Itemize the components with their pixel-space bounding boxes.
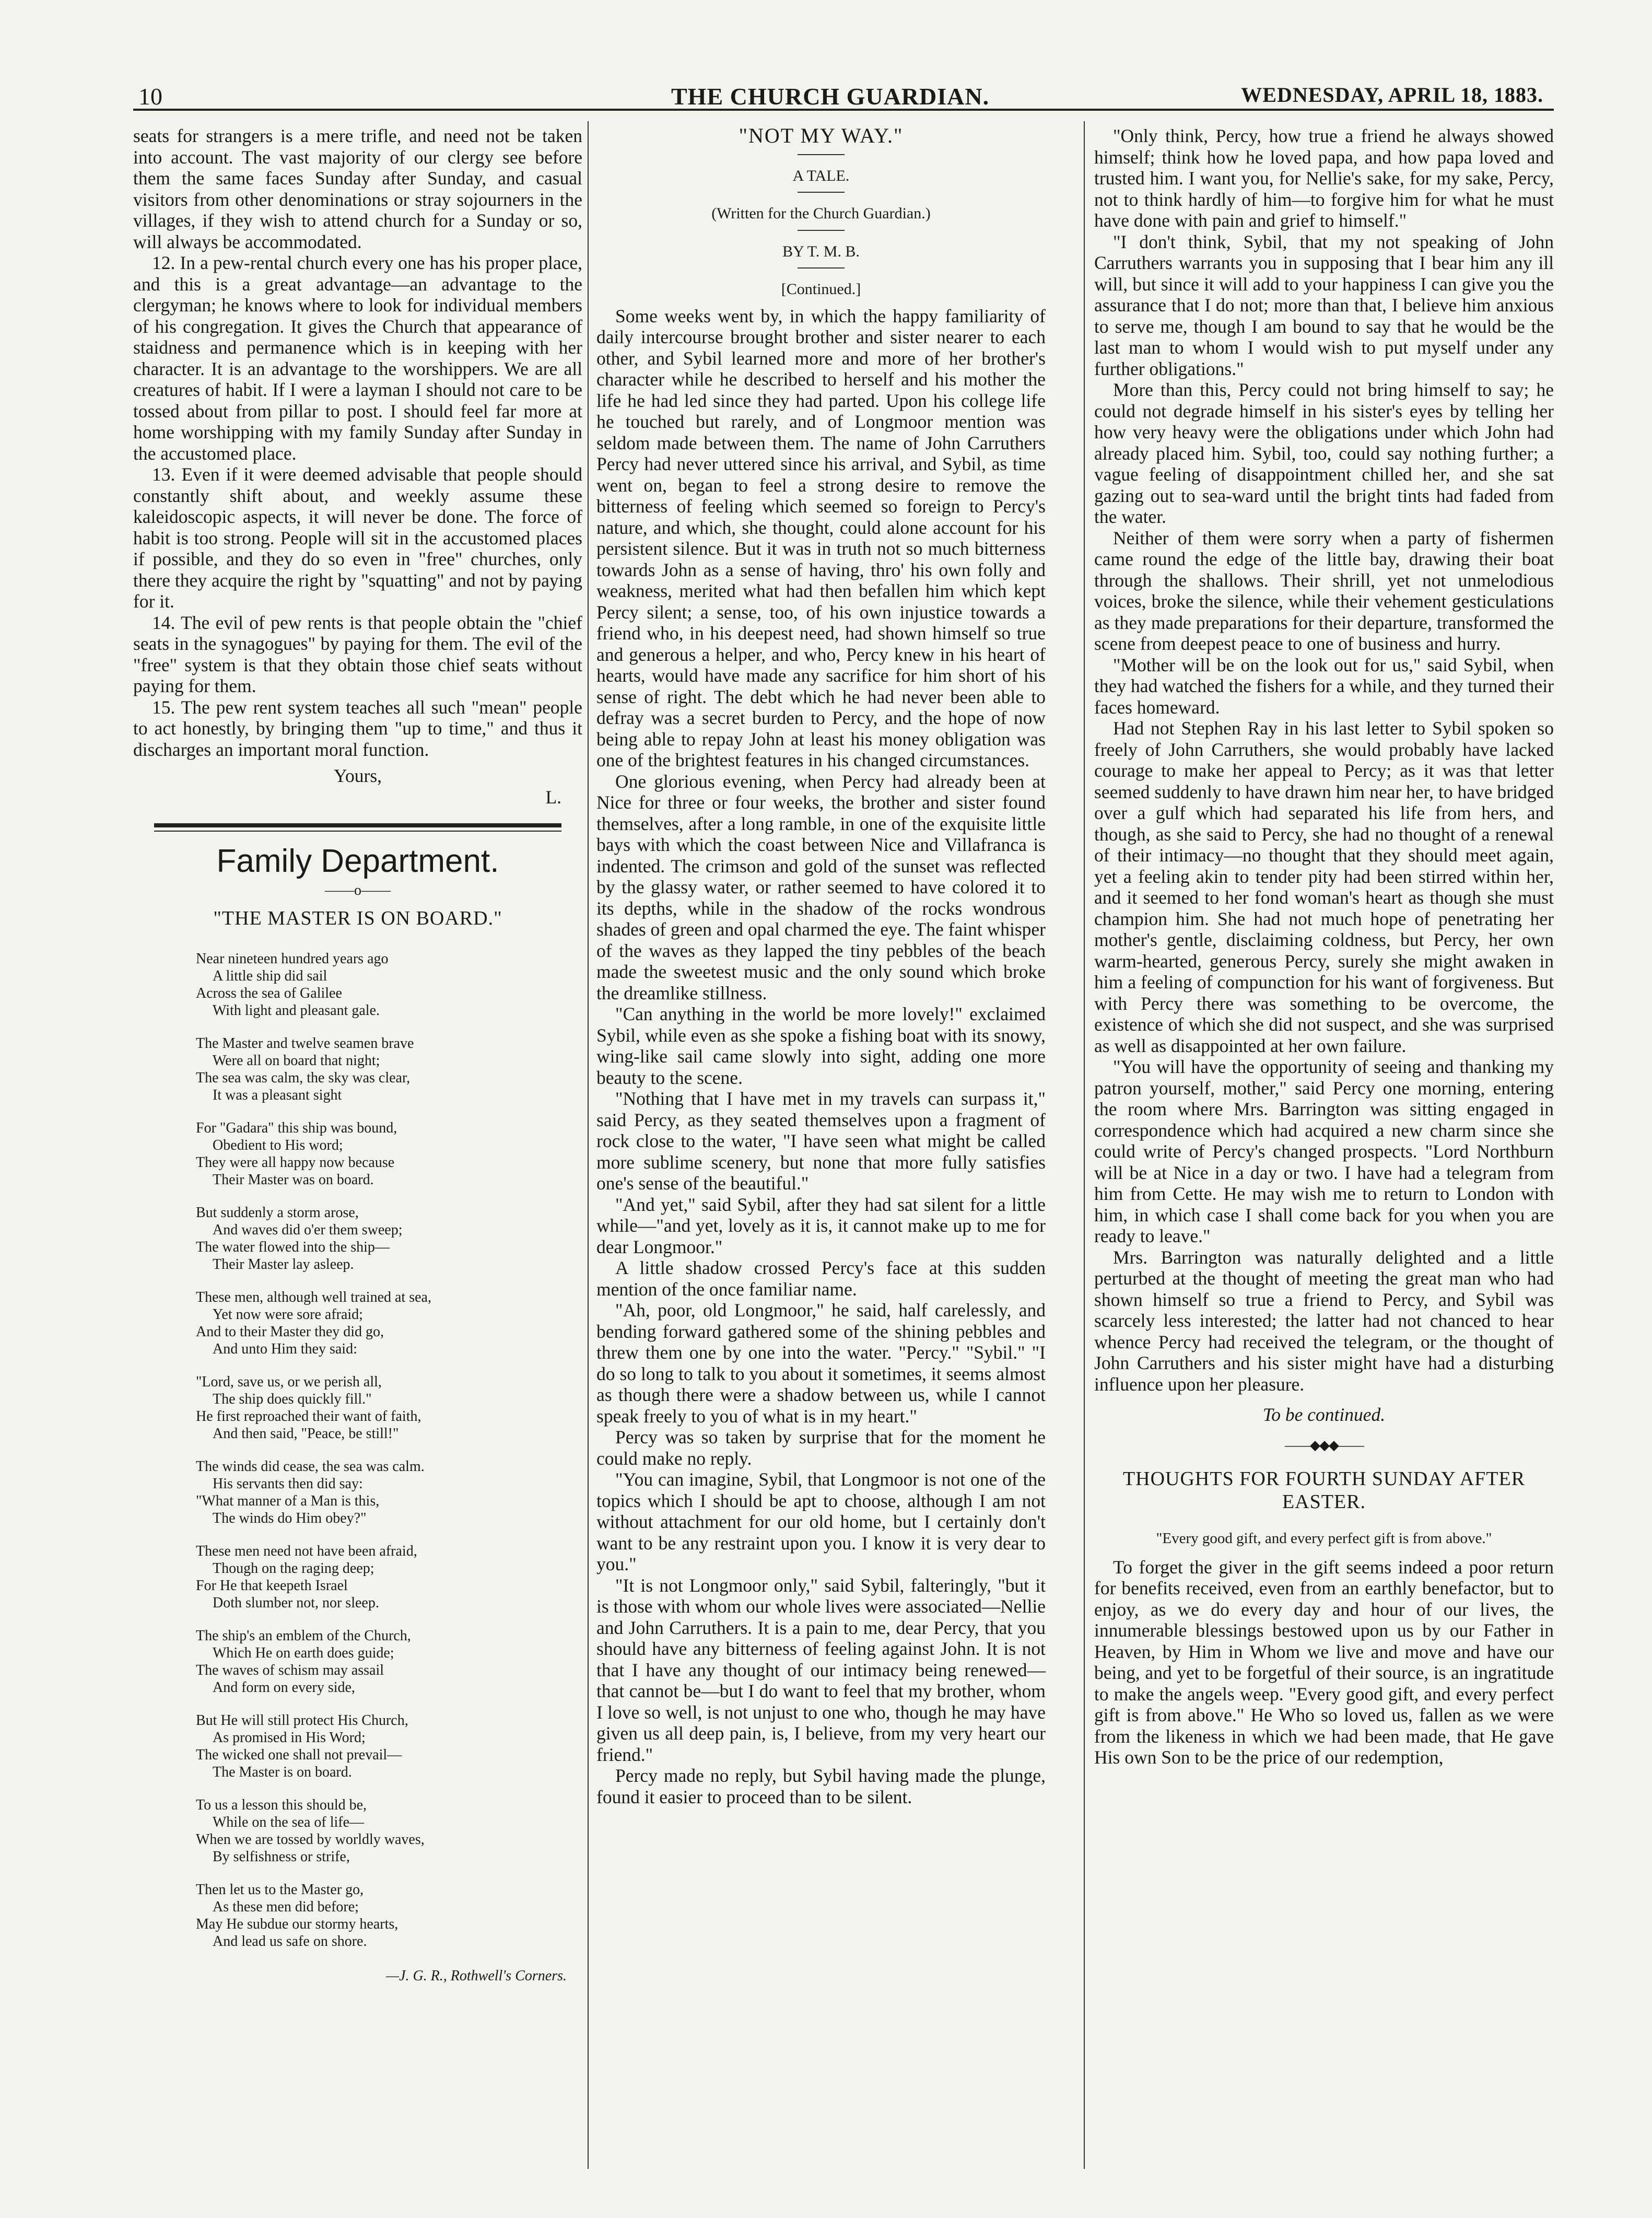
poem-line: The Master and twelve seamen brave <box>196 1035 414 1052</box>
issue-date: WEDNESDAY, APRIL 18, 1883. <box>1241 83 1543 107</box>
story-paragraph: One glorious evening, when Percy had already been at Nice for three or four weeks, the brother and sister found themselves, after a long ramble, in one of the exquisite little bays with which the coast between Nice and Villafranca is indented. The crimson and gold of the sunset was reflected by the glassy water, or rather seemed to have colored it to its depths, while in the shadow of the rocks wondrous shades of green and opal charmed the eye. The faint whisper of the waves as they lapped the tiny pebbles of the beach made the sweetest music and the only sound which broke the dreamlike stillness. <box>596 771 1046 1003</box>
short-rule <box>798 267 845 269</box>
story-body-continued <box>1094 125 1554 1395</box>
separator-ornament: ——◆◆◆—— <box>1285 1437 1363 1453</box>
poem-line: May He subdue our stormy hearts, <box>196 1916 399 1932</box>
poem-line: Yet now were sore afraid; <box>213 1306 363 1323</box>
column-1 <box>133 125 582 1987</box>
letter-closing: Yours, <box>333 765 382 786</box>
story-title: "NOT MY WAY." <box>739 124 904 147</box>
poem-line: Were all on board that night; <box>213 1052 380 1069</box>
poem-line: He first reproached their want of faith, <box>196 1408 421 1425</box>
poem-line: As these men did before; <box>213 1898 359 1915</box>
poem-line: Near nineteen hundred years ago <box>196 950 389 967</box>
article-paragraph: seats for strangers is a mere trifle, and need not be taken into account. The vast majority of our clergy see before them the same faces Sunday after Sunday, and casual visitors from other denominations or stray sojourners in the villages, if they wish to attend church for a Sunday or so, will always be accommodated. <box>133 125 582 252</box>
poem-line: Which He on earth does guide; <box>213 1644 394 1661</box>
poem-line: As promised in His Word; <box>213 1729 366 1746</box>
poem-line: But suddenly a storm arose, <box>196 1204 359 1221</box>
poem-line: These men need not have been afraid, <box>196 1543 417 1559</box>
poem-line: But He will still protect His Church, <box>196 1712 408 1729</box>
poem-line: Doth slumber not, nor sleep. <box>213 1594 379 1611</box>
story-paragraph: More than this, Percy could not bring himself to say; he could not degrade himself in his sister's eyes by telling her how very heavy were the obligations under which John had already placed him. Sybil, too, could say nothing further; a vague feeling of disappointment chilled her, and she sat gazing out to sea-ward until the bright tints had faded from the water. <box>1094 379 1554 527</box>
poem-stanza <box>196 1119 582 1188</box>
story-written-for: (Written for the Church Guardian.) <box>711 205 931 222</box>
story-paragraph: Mrs. Barrington was naturally delighted and a little perturbed at the thought of meeting the great man who had shown himself so true a friend to Percy, and Sybil was scarcely less interested; the latter had not chanced to hear whence Percy had received the telegram, or the thought of John Carruthers and his sister might have had a disturbing influence upon her pleasure. <box>1094 1246 1554 1395</box>
poem-line: A little ship did sail <box>213 967 327 984</box>
poem-line: "What manner of a Man is this, <box>196 1492 380 1509</box>
poem-line: Obedient to His word; <box>213 1137 343 1153</box>
letter-signature: L. <box>545 786 561 808</box>
poem-line: And lead us safe on shore. <box>213 1933 367 1949</box>
poem-line: To us a lesson this should be, <box>196 1796 367 1813</box>
story-paragraph: A little shadow crossed Percy's face at this sudden mention of the once familiar name. <box>596 1257 1046 1300</box>
poem-line: Their Master lay asleep. <box>213 1256 354 1273</box>
story-paragraph: "I don't think, Sybil, that my not speaking of John Carruthers warrants you in supposing that I bear him any ill will, but since it will add to your happiness I can give you the assurance that I do not; more than that, I believe him anxious to serve me, though I am bound to say that he would be the last man to whom I would wish to put myself under any further obligations." <box>1094 231 1554 379</box>
poem-line: The waves of schism may assail <box>196 1662 384 1678</box>
poem-line: Then let us to the Master go, <box>196 1881 364 1898</box>
story-subtitle: A TALE. <box>792 167 850 184</box>
poem-line: The wicked one shall not prevail— <box>196 1746 402 1763</box>
column-divider <box>588 121 589 2169</box>
masthead-rule <box>133 109 1554 111</box>
poem-line: For He that keepeth Israel <box>196 1577 348 1594</box>
story-paragraph: "You will have the opportunity of seeing and thanking my patron yourself, mother," said Percy one morning, entering the room where Mrs. Barrington was sitting engaged in correspondence which had acquired a new charm since she could write of Percy's changed prospects. "Lord Northburn will be at Nice in a day or two. I have had a telegram from him from Cette. He may wish me to return to London with him, in which case I shall come back for you when you are ready to leave." <box>1094 1056 1554 1246</box>
story-byline: BY T. M. B. <box>782 242 860 260</box>
story-continued: [Continued.] <box>781 281 861 298</box>
column-divider <box>1084 121 1085 2169</box>
article-paragraph: 13. Even if it were deemed advisable that people should constantly shift about, and weekly assume these kaleidoscopic aspects, it will never be done. The force of habit is too strong. People will sit in the accustomed places if possible, and they do so even in "free" churches, only there they acquire the right by "squatting" and not by paying for it. <box>133 464 582 612</box>
poem-line: And unto Him they said: <box>213 1340 357 1357</box>
story-paragraph: "Nothing that I have met in my travels can surpass it," said Percy, as they seated themselves upon a fragment of rock close to the water, "I have seen what might be called more sublime scenery, but none that more fully satisfies one's sense of the beautiful." <box>596 1088 1046 1194</box>
short-rule <box>798 154 845 155</box>
poem-line: The winds do Him obey?" <box>213 1510 367 1526</box>
to-be-continued: To be continued. <box>1262 1404 1386 1425</box>
poem-line: The Master is on board. <box>213 1764 352 1780</box>
poem-line: While on the sea of life— <box>213 1814 365 1830</box>
article-paragraph: 14. The evil of pew rents is that people obtain the "chief seats in the synagogues" by paying for them. The evil of the "free" system is that they obtain those chief seats without paying for them. <box>133 612 582 696</box>
poem-line: "Lord, save us, or we perish all, <box>196 1373 382 1390</box>
story-paragraph: "Mother will be on the look out for us," said Sybil, when they had watched the fishers for a while, and they turned their faces homeward. <box>1094 654 1554 718</box>
poem-line: These men, although well trained at sea, <box>196 1289 431 1305</box>
poem-line: And then said, "Peace, be still!" <box>213 1425 399 1442</box>
poem-line: With light and pleasant gale. <box>213 1002 380 1019</box>
column-3 <box>1094 125 1554 1768</box>
poem-stanza <box>196 1712 582 1781</box>
poem-stanza <box>196 1289 582 1358</box>
poem-line: The ship's an emblem of the Church, <box>196 1627 411 1644</box>
story-paragraph: Percy made no reply, but Sybil having made the plunge, found it easier to proceed than to be silent. <box>596 1765 1046 1807</box>
poem-line: The ship does quickly fill." <box>213 1391 372 1407</box>
column-2 <box>596 125 1046 1807</box>
poem-line: For "Gadara" this ship was bound, <box>196 1119 397 1136</box>
poem-line: And form on every side, <box>213 1679 355 1696</box>
story-paragraph: "Can anything in the world be more lovely!" exclaimed Sybil, while even as she spoke a fishing boat with its snowy, wing-like sail came slowly into sight, adding one more beauty to the scene. <box>596 1003 1046 1088</box>
poem-stanza <box>196 1373 582 1442</box>
poem <box>133 950 582 1950</box>
poem-line: When we are tossed by worldly waves, <box>196 1831 425 1848</box>
poem-stanza <box>196 1796 582 1865</box>
poem-line: And waves did o'er them sweep; <box>213 1221 403 1238</box>
poem-line: They were all happy now because <box>196 1154 395 1171</box>
story-paragraph: Neither of them were sorry when a party of fishermen came round the edge of the little bay, drawing their boat through the shallows. Their shrill, yet not unmelodious voices, broke the silence, while their vehement gesticulations as they made preparations for their departure, transformed the scene from deepest peace to one of business and hurry. <box>1094 527 1554 654</box>
poem-title: "THE MASTER IS ON BOARD." <box>213 907 502 929</box>
story-paragraph: "And yet," said Sybil, after they had sat silent for a little while—"and yet, lovely as it is, it cannot make up to me for dear Longmoor." <box>596 1194 1046 1257</box>
poem-stanza <box>196 1035 582 1104</box>
poem-line: By selfishness or strife, <box>213 1848 350 1865</box>
story-paragraph: "Ah, poor, old Longmoor," he said, half carelessly, and bending forward gathered some of the shining pebbles and threw them one by one into the water. "Percy." "Sybil." "I do so long to talk to you about it sometimes, it seems almost as though there were a shadow between us, while I cannot speak freely to you of what is in my heart." <box>596 1300 1046 1427</box>
poem-line: And to their Master they did go, <box>196 1323 384 1340</box>
poem-stanza <box>196 1543 582 1612</box>
story-body <box>596 306 1046 1808</box>
poem-line: The sea was calm, the sky was clear, <box>196 1069 411 1086</box>
poem-line: The winds did cease, the sea was calm. <box>196 1458 425 1475</box>
poem-line: Though on the raging deep; <box>213 1560 374 1577</box>
poem-line: It was a pleasant sight <box>213 1087 342 1103</box>
epigraph: "Every good gift, and every perfect gift is from above." <box>1156 1530 1492 1547</box>
poem-line: The water flowed into the ship— <box>196 1239 390 1255</box>
poem-line: Across the sea of Galilee <box>196 985 342 1001</box>
poem-stanza <box>196 1458 582 1527</box>
story-paragraph: Had not Stephen Ray in his last letter to Sybil spoken so freely of John Carruthers, she would probably have lacked courage to make her appeal to Percy; as it was that letter seemed suddenly to have drawn him near her, to have bridged over a gulf which had separated his life from hers, and though, as she said to Percy, she had no thought of a renewal of their intimacy—no thought that they should meet again, yet a feeling akin to tender pity had been stirred within her, and it seemed to her fond woman's heart as though she must champion him. She had not much hope of penetrating her mother's gentle, disclaiming coldness, but Percy, her own warm-hearted, generous Percy, surely she might awaken in him a feeling of compunction for his want of forgiveness. But with Percy there was something to be overcome, the existence of which she did not suspect, and she was surprised as well as disappointed at her own failure. <box>1094 718 1554 1056</box>
article-heading: THOUGHTS FOR FOURTH SUNDAY AFTER EASTER. <box>1122 1468 1526 1513</box>
story-paragraph: "It is not Longmoor only," said Sybil, falteringly, "but it is those with whom our whole lives were associated—Nellie and John Carruthers. It is a pain to me, dear Percy, that you should have any bitterness of feeling against John. It is not that I have any thought of our intimacy being renewed—that cannot be—but I do want to feel that my brother, whom I love so well, is not unjust to one who, though he may have given us all deep pain, is, I believe, from my very heart our friend." <box>596 1574 1046 1765</box>
article-paragraph: To forget the giver in the gift seems indeed a poor return for benefits received, even from an earthly benefactor, but to enjoy, as we do every day and hour of our lives, the innumerable blessings bestowed upon us by our Father in Heaven, by Him in Whom we live and move and have our being, and yet to be forgetful of their source, is an ingratitude to make the angels weep. "Every good gift, and every perfect gift is from above." He Who so loved us, fallen as we were from the likeness in which we had been made, that He gave His own Son to be the price of our redemption, <box>1094 1556 1554 1768</box>
poem-line: Their Master was on board. <box>213 1171 374 1188</box>
story-paragraph: "Only think, Percy, how true a friend he always showed himself; think how he loved papa, and how papa loved and trusted him. I want you, for Nellie's sake, for my sake, Percy, not to think hardly of him—to forgive him for what he must have done with pain and grief to himself." <box>1094 125 1554 231</box>
story-paragraph: Some weeks went by, in which the happy familiarity of daily intercourse brought brother and sister nearer to each other, and Sybil learned more and more of her brother's character while he described to herself and his mother the life he had led since they had parted. Upon his college life he touched but rarely, and of Longmoor mention was seldom made between them. The name of John Carruthers Percy had never uttered since his arrival, and Sybil, as time went on, began to feel a strong desire to remove the bitterness of feeling which seemed so foreign to Percy's nature, and which, she thought, could alone account for his persistent silence. But it was in truth not so much bitterness towards John as a sense of having, thro' his own folly and weakness, merited what had then befallen him which kept Percy silent; a sense, too, of his own injustice towards a friend who, in his deepest need, had shown himself so true and generous a helper, and who, Percy knew in his heart of hearts, would have made any sacrifice for him short of his sense of right. The debt which he had never been able to defray was a secret burden to Percy, and the hope of now being able to repay John at least his money obligation was one of the brightest features in his changed circumstances. <box>596 305 1046 771</box>
paper-title: THE CHURCH GUARDIAN. <box>671 83 990 110</box>
page-number: 10 <box>138 83 162 110</box>
short-rule <box>798 230 845 231</box>
article-paragraph: 12. In a pew-rental church every one has his proper place, and this is a great advantage—an advantage to the clergyman; he knows where to look for individual members of his congregation. It gives the Church that appearance of staidness and permanence which is in keeping with her character. It is an advantage to the worshippers. We are all creatures of habit. If I were a layman I should not care to be tossed about from pillar to post. I should feel far more at home worshipping with my family Sunday after Sunday in the accustomed place. <box>133 252 582 464</box>
story-paragraph: "You can imagine, Sybil, that Longmoor is not one of the topics which I should be apt to choose, although I am not without attachment for our old home, but I certainly don't want to be any restraint upon you. I know it is very dear to you." <box>596 1469 1046 1574</box>
masthead <box>123 78 1554 110</box>
section-rule <box>154 831 561 832</box>
story-paragraph: Percy was so taken by surprise that for the moment he could make no reply. <box>596 1427 1046 1469</box>
section-title: Family Department. <box>216 843 499 879</box>
poem-signature: —J. G. R., Rothwell's Corners. <box>386 1967 567 1984</box>
section-ornament: ——o—— <box>325 882 391 898</box>
section-rule <box>154 823 561 827</box>
poem-stanza <box>196 1881 582 1950</box>
poem-stanza <box>196 950 582 1019</box>
article-paragraph: 15. The pew rent system teaches all such "mean" people to act honestly, by bringing them "up to time," and thus it discharges an important moral function. <box>133 696 582 760</box>
poem-stanza <box>196 1627 582 1696</box>
poem-stanza <box>196 1204 582 1273</box>
poem-line: His servants then did say: <box>213 1475 363 1492</box>
short-rule <box>798 192 845 193</box>
